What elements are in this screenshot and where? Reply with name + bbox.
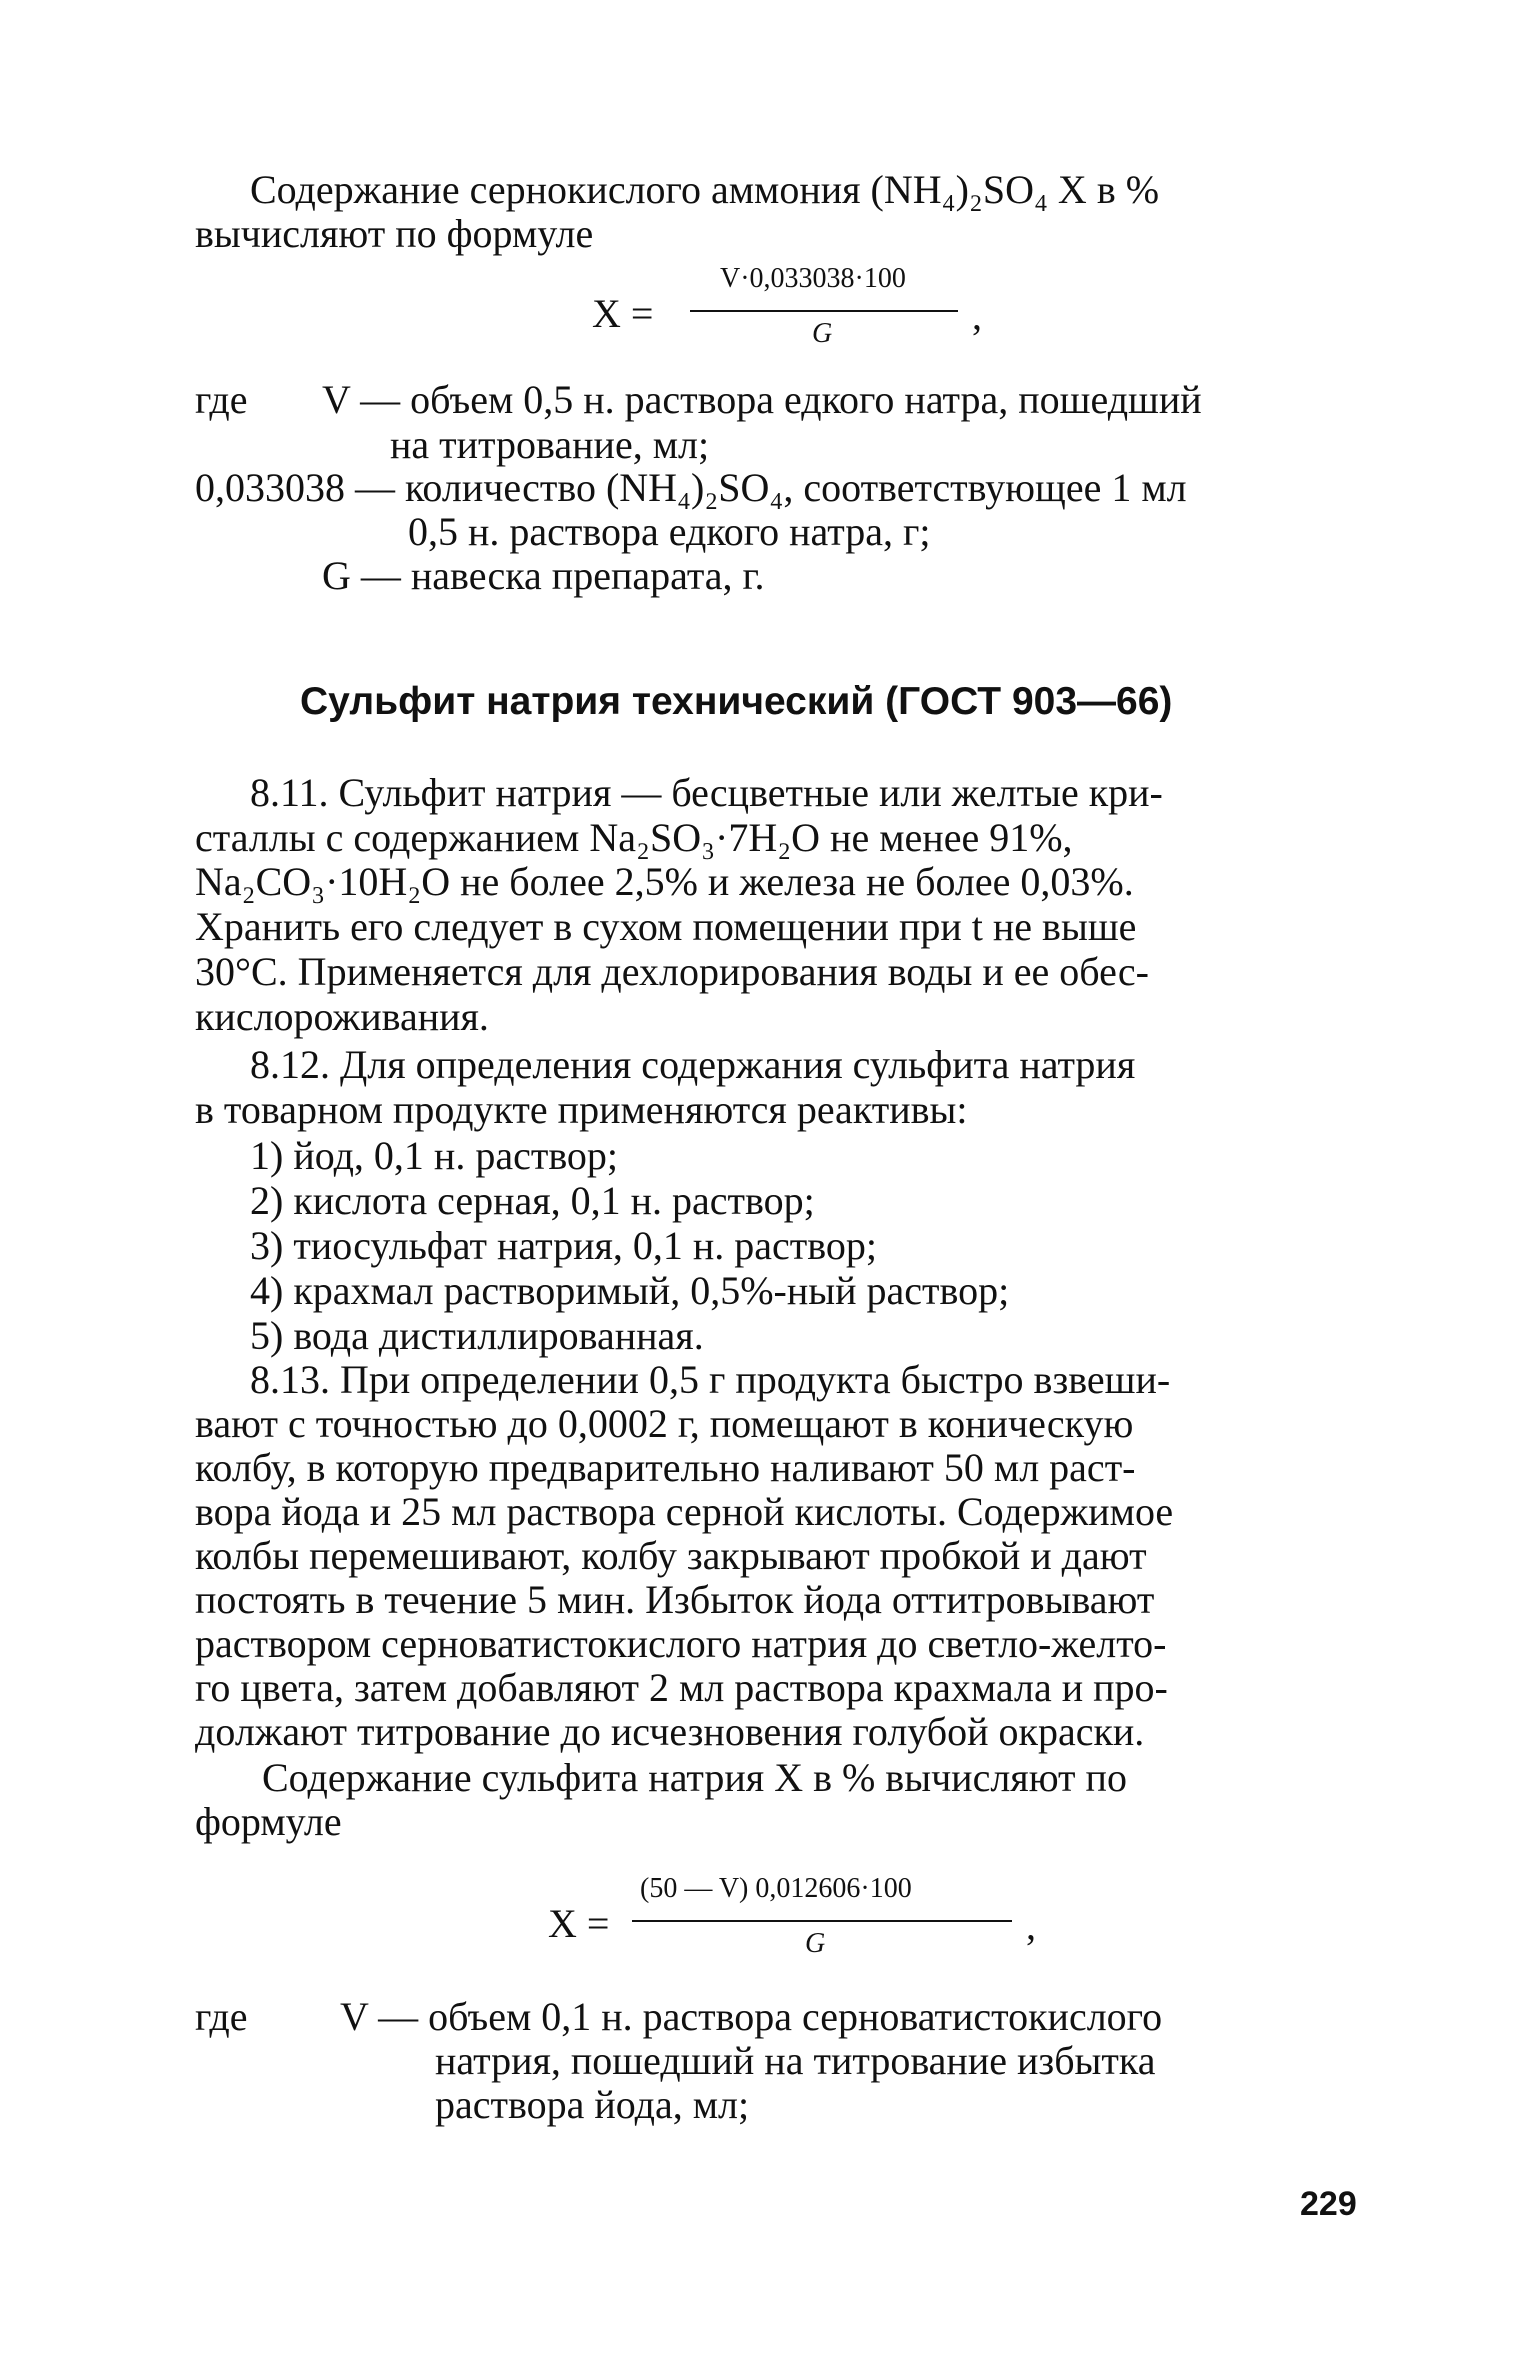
p811-line-3: Na₂CO₃·10H₂O не более 2,5% и железа не более 0,03%. bbox=[195, 859, 1134, 904]
p811-line-5: 30°С. Применяется для дехлорирования воды и ее обес- bbox=[195, 949, 1149, 994]
intro-line-2: вычисляют по формуле bbox=[195, 211, 594, 256]
reagent-1: 1) йод, 0,1 н. раствор; bbox=[250, 1133, 619, 1178]
formula-2-denominator: G bbox=[805, 1928, 826, 1959]
p811-line-2: сталлы с содержанием Na₂SO₃·7H₂O не менее 91%, bbox=[195, 815, 1073, 860]
p813-line-2: вают с точностью до 0,0002 г, помещают в коническую bbox=[195, 1401, 1134, 1446]
defs1-where: где bbox=[195, 377, 248, 422]
formula-2-fraction-line bbox=[632, 1920, 1012, 1922]
defs1-v-cont: на титрование, мл; bbox=[390, 422, 710, 467]
defs2-where: где bbox=[195, 1994, 248, 2039]
reagent-3: 3) тиосульфат натрия, 0,1 н. раствор; bbox=[250, 1223, 878, 1268]
p811-line-4: Хранить его следует в сухом помещении при t не выше bbox=[195, 904, 1137, 949]
defs1-v: V — объем 0,5 н. раствора едкого натра, пошедший bbox=[322, 377, 1202, 422]
p812-line-2: в товарном продукте применяются реактивы: bbox=[195, 1087, 968, 1132]
p811-line-1: 8.11. Сульфит натрия — бесцветные или желтые кри- bbox=[250, 770, 1163, 815]
formula-1-denominator: G bbox=[812, 318, 833, 349]
formula-1-comma: , bbox=[972, 293, 982, 338]
defs2-v-cont-1: натрия, пошедший на титрование избытка bbox=[435, 2038, 1156, 2083]
p813-line-4: вора йода и 25 мл раствора серной кислоты. Содержимое bbox=[195, 1489, 1174, 1534]
p813-line-7: раствором серноватистокислого натрия до светло-желто- bbox=[195, 1621, 1167, 1666]
p814-line-2: формуле bbox=[195, 1799, 342, 1844]
defs1-coef: 0,033038 — количество (NH₄)₂SO₄, соответствующее 1 мл bbox=[195, 465, 1187, 510]
p813-line-9: должают титрование до исчезновения голубой окраски. bbox=[195, 1709, 1145, 1754]
p811-line-6: кислороживания. bbox=[195, 994, 489, 1039]
p814-line-1: Содержание сульфита натрия X в % вычисляют по bbox=[262, 1755, 1127, 1800]
formula-1-fraction-line bbox=[690, 310, 958, 312]
reagent-4: 4) крахмал растворимый, 0,5%-ный раствор; bbox=[250, 1268, 1010, 1313]
p812-line-1: 8.12. Для определения содержания сульфита натрия bbox=[250, 1042, 1136, 1087]
page-number: 229 bbox=[1300, 2185, 1357, 2223]
p813-line-1: 8.13. При определении 0,5 г продукта быстро взвеши- bbox=[250, 1357, 1171, 1402]
p813-line-6: постоять в течение 5 мин. Избыток йода оттитровывают bbox=[195, 1577, 1155, 1622]
formula-2-numerator: (50 — V) 0,012606·100 bbox=[640, 1873, 912, 1904]
defs1-coef-cont: 0,5 н. раствора едкого натра, г; bbox=[408, 509, 931, 554]
defs2-v: V — объем 0,1 н. раствора серноватистокислого bbox=[340, 1994, 1163, 2039]
p813-line-3: колбу, в которую предварительно наливают 50 мл раст- bbox=[195, 1445, 1136, 1490]
section-heading: Сульфит натрия технический (ГОСТ 903—66) bbox=[300, 680, 1173, 723]
formula-2-lhs: X = bbox=[548, 1901, 610, 1946]
p813-line-5: колбы перемешивают, колбу закрывают пробкой и дают bbox=[195, 1533, 1147, 1578]
formula-1-lhs: X = bbox=[592, 291, 654, 336]
reagent-2: 2) кислота серная, 0,1 н. раствор; bbox=[250, 1178, 815, 1223]
p813-line-8: го цвета, затем добавляют 2 мл раствора крахмала и про- bbox=[195, 1665, 1168, 1710]
reagent-5: 5) вода дистиллированная. bbox=[250, 1313, 704, 1358]
intro-line-1: Содержание сернокислого аммония (NH₄)₂SO₄ X в % bbox=[250, 167, 1160, 212]
defs1-g: G — навеска препарата, г. bbox=[322, 553, 765, 598]
formula-1-numerator: V·0,033038·100 bbox=[720, 263, 906, 294]
formula-2-comma: , bbox=[1026, 1903, 1036, 1948]
defs2-v-cont-2: раствора йода, мл; bbox=[435, 2082, 750, 2127]
